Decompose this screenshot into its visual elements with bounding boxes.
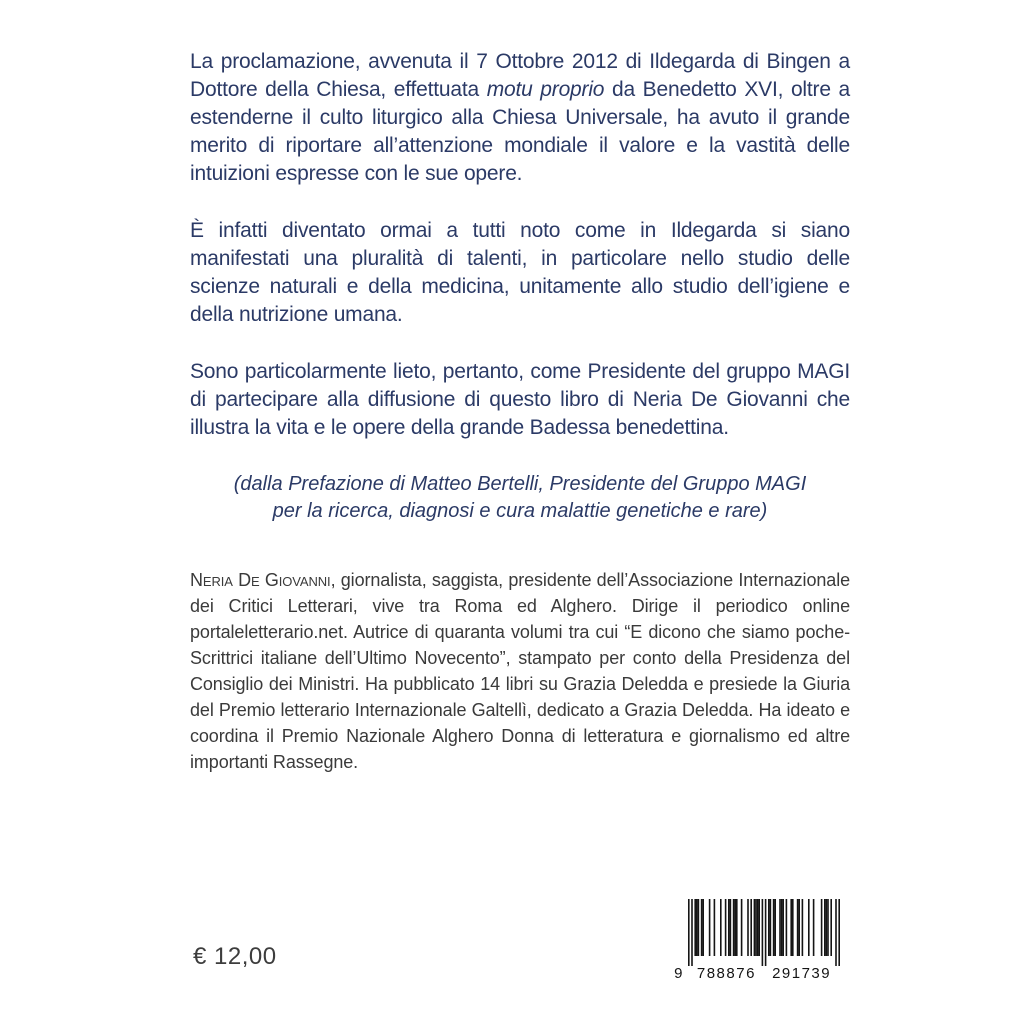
text-segment: È infatti diventato ormai a tutti noto come in Ildegarda si siano manifestati una pluralità di talenti, in particolare nello studio delle scienze naturali e della medicina, unitamente allo studio dell’igiene e della nutrizione umana. xyxy=(190,219,850,326)
blurb-paragraph-3 xyxy=(190,358,850,442)
text-segment: , giornalista, saggista, presidente dell’Associazione Internazionale dei Critici Letterari, vive tra Roma ed Alghero. Dirige il periodico online portaleletterario.net. Autrice di quaranta volumi tra cui “E dicono che siamo poche- Scrittrici italiane dell’Ultimo Novecento”, stampato per conto della Presidenza del Consiglio dei Ministri. Ha pubblicato 14 libri su Grazia Deledda e presiede la Giuria del Premio letterario Internazionale Galtellì, dedicato a Grazia Deledda. Ha ideato e coordina il Premio Nazionale Alghero Donna di letteratura e giornalismo ed altre importanti Rassegne. xyxy=(190,570,850,772)
barcode xyxy=(672,899,842,981)
text-segment: da Benedetto XVI, oltre a estenderne il culto liturgico alla Chiesa Universale, ha avuto il grande merito di riportare all’attenzione mondiale il valore e la vastità delle intuizioni espresse con le sue opere. xyxy=(190,78,850,185)
svg-text:9: 9 xyxy=(674,965,684,981)
attribution-line-1: (dalla Prefazione di Matteo Bertelli, Presidente del Gruppo MAGI xyxy=(233,473,807,495)
blurb-paragraph-2 xyxy=(190,217,850,329)
svg-text:291739: 291739 xyxy=(772,965,832,981)
blurb-paragraph-1 xyxy=(190,48,850,188)
text-segment-italic: motu proprio xyxy=(486,78,605,101)
price-label: € 12,00 xyxy=(193,943,277,970)
barcode-svg xyxy=(672,899,842,981)
text-segment: La proclamazione, avvenuta il 7 Ottobre 2012 di Ildegarda di Bingen a Dottore della Chiesa, effettuata xyxy=(190,50,850,101)
text-column xyxy=(190,48,850,775)
attribution-line-2: per la ricerca, diagnosi e cura malattie genetiche e rare) xyxy=(272,500,768,522)
text-segment-smallcaps: Neria De Giovanni xyxy=(190,570,331,590)
preface-attribution xyxy=(190,471,850,525)
author-bio-paragraph xyxy=(190,567,850,775)
text-segment: Sono particolarmente lieto, pertanto, come Presidente del gruppo MAGI di partecipare alla diffusione di questo libro di Neria De Giovanni che illustra la vita e le opere della grande Badessa benedettina. xyxy=(190,360,850,439)
svg-text:788876: 788876 xyxy=(696,965,756,981)
